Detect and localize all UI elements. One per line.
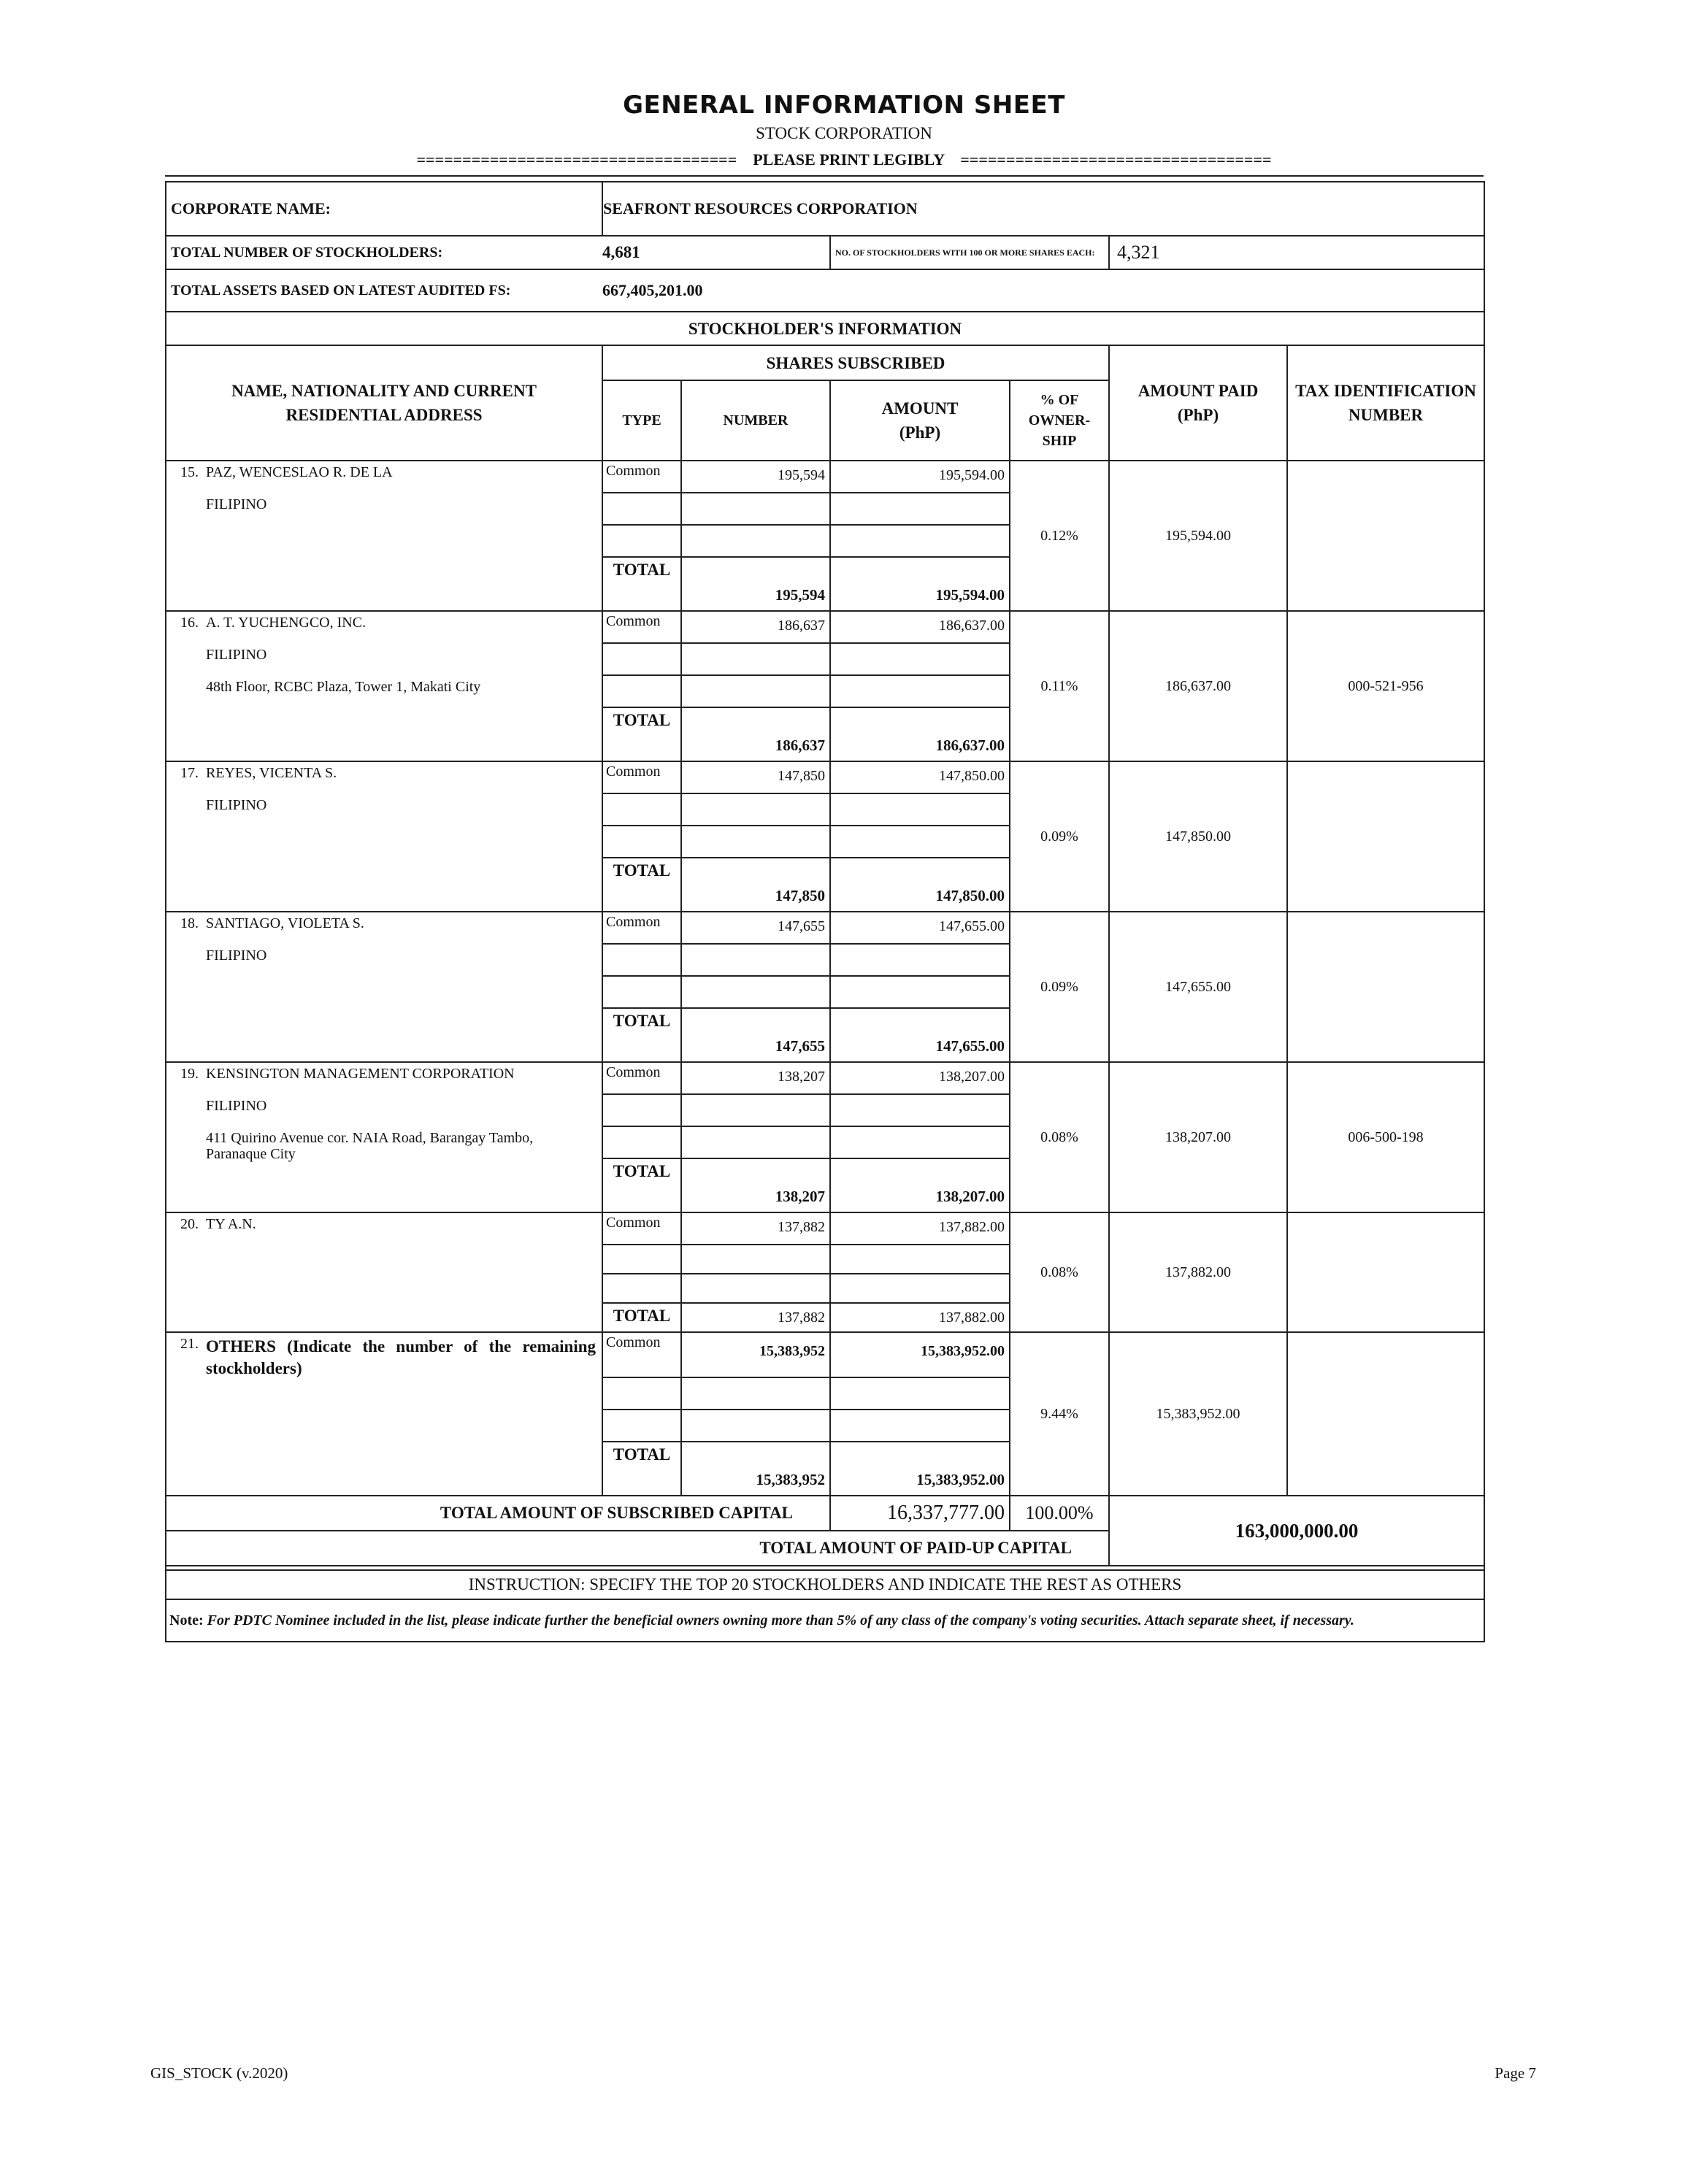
share-amount: 15,383,952.00 (830, 1332, 1010, 1377)
stockholder-number: 17. (180, 765, 199, 781)
share-number: 195,594 (681, 461, 830, 493)
pct-header-line1: % OF (1040, 392, 1079, 408)
stockholder-name: A. T. YUCHENGCO, INC. (206, 615, 367, 631)
empty-cell (681, 1126, 830, 1158)
stockholder-nationality: FILIPINO (206, 797, 267, 813)
empty-cell (830, 1126, 1010, 1158)
others-label: OTHERS (Indicate the number of the remaining stockholders) (206, 1337, 596, 1377)
paid-up-capital-label: TOTAL AMOUNT OF PAID-UP CAPITAL (166, 1531, 1109, 1566)
paid-header-line1: AMOUNT PAID (1138, 382, 1259, 400)
share-type: Common (602, 1332, 681, 1377)
empty-cell (681, 675, 830, 707)
stockholder-16-name-cell (166, 611, 602, 761)
amount-paid: 137,882.00 (1109, 1212, 1287, 1332)
empty-cell (681, 944, 830, 976)
stockholder-number: 18. (180, 915, 199, 931)
empty-cell (602, 675, 681, 707)
total-label: TOTAL (602, 858, 681, 912)
stockholder-name: TY A.N. (206, 1216, 256, 1232)
total-number: 195,594 (681, 557, 830, 611)
table-row (166, 761, 1484, 793)
total-label: TOTAL (602, 1303, 681, 1332)
stockholder-nationality: FILIPINO (206, 647, 267, 663)
table-row (166, 912, 1484, 944)
empty-cell (602, 525, 681, 557)
total-amount: 15,383,952.00 (830, 1442, 1010, 1496)
stockholders-info-heading: STOCKHOLDER'S INFORMATION (166, 312, 1484, 345)
stockholder-name: REYES, VICENTA S. (206, 765, 337, 781)
note-label: Note: (169, 1612, 204, 1629)
share-number: 186,637 (681, 611, 830, 643)
ownership-pct: 0.09% (1010, 761, 1109, 912)
stockholder-20-name-cell (166, 1212, 602, 1332)
subscribed-pct: 100.00% (1010, 1496, 1109, 1531)
empty-cell (602, 1245, 681, 1274)
empty-cell (602, 1126, 681, 1158)
empty-cell (830, 793, 1010, 826)
pct-header-line2: OWNER- (1028, 412, 1091, 428)
total-assets-value: 667,405,201.00 (602, 269, 1484, 312)
tin: 000-521-956 (1287, 611, 1484, 761)
page-subtitle: STOCK CORPORATION (756, 124, 932, 142)
empty-cell (830, 826, 1010, 858)
amount-paid: 147,655.00 (1109, 912, 1287, 1062)
empty-cell (681, 1094, 830, 1126)
share-type: Common (602, 461, 681, 493)
empty-cell (602, 1094, 681, 1126)
stockholder-17-name-cell (166, 761, 602, 912)
corporate-name-text: SEAFRONT RESOURCES CORPORATION (603, 199, 918, 218)
empty-cell (830, 1377, 1010, 1410)
empty-cell (602, 793, 681, 826)
corporate-name-value (602, 182, 1484, 236)
subscribed-capital-label: TOTAL AMOUNT OF SUBSCRIBED CAPITAL (166, 1496, 830, 1531)
amount-header-line1: AMOUNT (881, 399, 959, 418)
amount-paid: 15,383,952.00 (1109, 1332, 1287, 1496)
empty-cell (602, 976, 681, 1008)
total-label: TOTAL (602, 1008, 681, 1062)
stockholder-15-name-cell (166, 461, 602, 611)
total-amount: 138,207.00 (830, 1158, 1010, 1212)
stockholder-address: 48th Floor, RCBC Plaza, Tower 1, Makati City (206, 679, 481, 695)
stockholder-18-name-cell (166, 912, 602, 1062)
amount-paid: 186,637.00 (1109, 611, 1287, 761)
empty-cell (830, 643, 1010, 675)
stockholder-address: 411 Quirino Avenue cor. NAIA Road, Barangay Tambo, Paranaque City (206, 1130, 534, 1162)
share-amount: 195,594.00 (830, 461, 1010, 493)
empty-cell (681, 1245, 830, 1274)
note-text (166, 1599, 1484, 1642)
share-type: Common (602, 1212, 681, 1245)
empty-cell (602, 1410, 681, 1442)
empty-cell (681, 525, 830, 557)
empty-cell (681, 1410, 830, 1442)
total-label: TOTAL (602, 557, 681, 611)
empty-cell (830, 493, 1010, 525)
ownership-pct: 0.09% (1010, 912, 1109, 1062)
form-id: GIS_STOCK (v.2020) (150, 2064, 288, 2082)
empty-cell (830, 976, 1010, 1008)
tin (1287, 761, 1484, 912)
tin (1287, 461, 1484, 611)
stockholder-number: 20. (180, 1216, 199, 1232)
share-number: 147,850 (681, 761, 830, 793)
empty-cell (830, 525, 1010, 557)
share-type: Common (602, 761, 681, 793)
tin-header-line1: TAX IDENTIFICATION (1295, 382, 1476, 400)
tin-header (1287, 345, 1484, 461)
paid-up-capital-value: 163,000,000.00 (1109, 1496, 1484, 1566)
empty-cell (830, 1410, 1010, 1442)
ownership-pct: 0.08% (1010, 1062, 1109, 1212)
empty-cell (602, 1377, 681, 1410)
tin (1287, 1212, 1484, 1332)
total-amount: 186,637.00 (830, 707, 1010, 761)
total-number: 147,655 (681, 1008, 830, 1062)
stockholder-19-name-cell (166, 1062, 602, 1212)
share-amount: 138,207.00 (830, 1062, 1010, 1094)
total-number: 147,850 (681, 858, 830, 912)
share-amount: 147,850.00 (830, 761, 1010, 793)
empty-cell (830, 1245, 1010, 1274)
print-legibly-banner: =================================== PLEASE PRINT LEGIBLY ================================== (416, 150, 1272, 169)
share-number: 138,207 (681, 1062, 830, 1094)
empty-cell (681, 976, 830, 1008)
empty-cell (830, 675, 1010, 707)
hundred-plus-label: NO. OF STOCKHOLDERS WITH 100 OR MORE SHARES EACH: (830, 236, 1109, 269)
stockholder-nationality: FILIPINO (206, 947, 267, 964)
amount-header (830, 380, 1010, 461)
ownership-pct: 0.12% (1010, 461, 1109, 611)
total-amount: 147,850.00 (830, 858, 1010, 912)
empty-cell (681, 793, 830, 826)
name-header-line1: NAME, NATIONALITY AND CURRENT (231, 382, 537, 400)
gis-table (165, 181, 1485, 1642)
note-body: For PDTC Nominee included in the list, please indicate further the beneficial owners owning more than 5% of any class of the company's voting securities. Attach separate sheet, if necessary. (207, 1612, 1354, 1629)
name-header-line2: RESIDENTIAL ADDRESS (285, 406, 483, 424)
empty-cell (681, 493, 830, 525)
others-name-cell (166, 1332, 602, 1496)
empty-cell (602, 493, 681, 525)
empty-cell (681, 643, 830, 675)
share-number: 15,383,952 (681, 1332, 830, 1377)
empty-cell (830, 1094, 1010, 1126)
stockholder-number: 19. (180, 1066, 199, 1082)
type-header: TYPE (602, 380, 681, 461)
empty-cell (830, 944, 1010, 976)
table-row (166, 1062, 1484, 1094)
stockholder-nationality: FILIPINO (206, 496, 267, 512)
total-stockholders-value: 4,681 (602, 236, 830, 269)
amount-header-line2: (PhP) (899, 423, 941, 442)
stockholder-name: PAZ, WENCESLAO R. DE LA (206, 464, 393, 480)
share-number: 147,655 (681, 912, 830, 944)
total-amount: 195,594.00 (830, 557, 1010, 611)
share-type: Common (602, 912, 681, 944)
pct-header-line3: SHIP (1042, 433, 1077, 449)
empty-cell (602, 1274, 681, 1303)
number-header: NUMBER (681, 380, 830, 461)
total-label: TOTAL (602, 707, 681, 761)
instruction-text: INSTRUCTION: SPECIFY THE TOP 20 STOCKHOLDERS AND INDICATE THE REST AS OTHERS (166, 1570, 1484, 1599)
tin (1287, 912, 1484, 1062)
page-number: Page 7 (1495, 2064, 1536, 2082)
stockholder-name: KENSINGTON MANAGEMENT CORPORATION (206, 1066, 515, 1082)
share-amount: 137,882.00 (830, 1212, 1010, 1245)
ownership-header (1010, 380, 1109, 461)
divider (165, 175, 1484, 177)
total-amount: 137,882.00 (830, 1303, 1010, 1332)
amount-paid-header (1109, 345, 1287, 461)
subscribed-capital-value: 16,337,777.00 (830, 1496, 1010, 1531)
stockholder-number: 21. (180, 1336, 199, 1352)
total-number: 186,637 (681, 707, 830, 761)
empty-cell (602, 944, 681, 976)
total-amount: 147,655.00 (830, 1008, 1010, 1062)
total-number: 15,383,952 (681, 1442, 830, 1496)
total-number: 138,207 (681, 1158, 830, 1212)
shares-subscribed-header: SHARES SUBSCRIBED (602, 345, 1109, 380)
empty-cell (681, 826, 830, 858)
stockholder-name: SANTIAGO, VIOLETA S. (206, 915, 364, 931)
tin (1287, 1332, 1484, 1496)
total-number: 137,882 (681, 1303, 830, 1332)
total-label: TOTAL (602, 1158, 681, 1212)
stockholder-nationality: FILIPINO (206, 1098, 267, 1114)
corporate-name-label: CORPORATE NAME: (166, 182, 602, 236)
total-stockholders-label: TOTAL NUMBER OF STOCKHOLDERS: (166, 236, 602, 269)
amount-paid: 147,850.00 (1109, 761, 1287, 912)
amount-paid: 195,594.00 (1109, 461, 1287, 611)
total-assets-label: TOTAL ASSETS BASED ON LATEST AUDITED FS: (166, 269, 602, 312)
table-row (166, 461, 1484, 493)
empty-cell (681, 1274, 830, 1303)
hundred-plus-value: 4,321 (1109, 236, 1484, 269)
ownership-pct: 0.08% (1010, 1212, 1109, 1332)
table-row (166, 1332, 1484, 1377)
stockholder-number: 15. (180, 464, 199, 480)
empty-cell (830, 1274, 1010, 1303)
empty-cell (602, 826, 681, 858)
table-row (166, 611, 1484, 643)
ownership-pct: 0.11% (1010, 611, 1109, 761)
tin: 006-500-198 (1287, 1062, 1484, 1212)
share-number: 137,882 (681, 1212, 830, 1245)
empty-cell (602, 643, 681, 675)
ownership-pct: 9.44% (1010, 1332, 1109, 1496)
amount-paid: 138,207.00 (1109, 1062, 1287, 1212)
share-amount: 186,637.00 (830, 611, 1010, 643)
share-type: Common (602, 1062, 681, 1094)
name-column-header (166, 345, 602, 461)
share-type: Common (602, 611, 681, 643)
stockholder-number: 16. (180, 615, 199, 631)
total-label: TOTAL (602, 1442, 681, 1496)
table-row (166, 1212, 1484, 1245)
share-amount: 147,655.00 (830, 912, 1010, 944)
tin-header-line2: NUMBER (1348, 406, 1424, 424)
paid-header-line2: (PhP) (1177, 406, 1219, 424)
page-title: GENERAL INFORMATION SHEET (623, 91, 1065, 120)
empty-cell (681, 1377, 830, 1410)
